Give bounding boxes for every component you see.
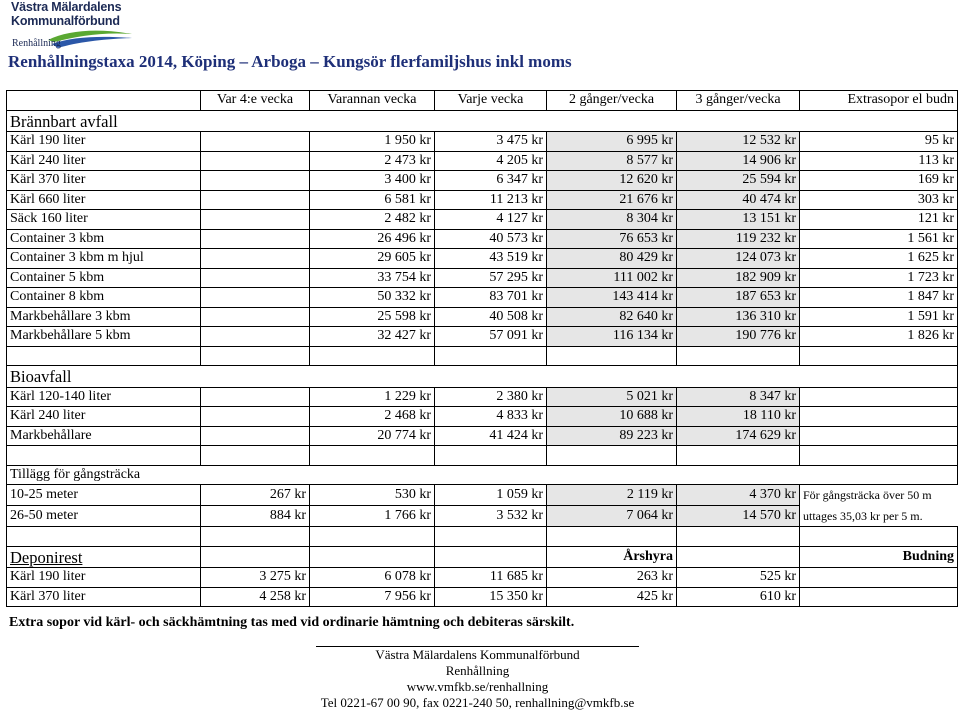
column-header: 3 gånger/vecka [677, 91, 800, 111]
price-cell: 884 kr [201, 506, 310, 527]
empty-cell [800, 426, 958, 446]
price-cell: 1 059 kr [435, 485, 547, 506]
section-heading-row [7, 366, 958, 388]
price-cell: 1 847 kr [800, 288, 958, 308]
price-cell: 40 474 kr [677, 190, 800, 210]
table-row [7, 387, 958, 407]
empty-cell [310, 446, 435, 466]
row-label: 10-25 meter [7, 485, 201, 506]
price-cell: 1 561 kr [800, 229, 958, 249]
table-row [7, 132, 958, 152]
empty-cell [201, 210, 310, 230]
logo-line-1: Västra Mälardalens [11, 0, 122, 14]
table-row [7, 151, 958, 171]
price-cell: 2 473 kr [310, 151, 435, 171]
section-heading-bioavfall: Bioavfall [7, 366, 958, 388]
section-heading-row [7, 110, 958, 132]
table-row [7, 288, 958, 308]
price-cell: 1 826 kr [800, 327, 958, 347]
empty-cell [310, 346, 435, 366]
empty-cell [201, 527, 310, 547]
empty-cell [310, 527, 435, 547]
empty-cell [547, 527, 677, 547]
table-row [7, 587, 958, 607]
table-row [7, 268, 958, 288]
footer-org: Västra Mälardalens Kommunalförbund [375, 647, 580, 662]
price-cell: 113 kr [800, 151, 958, 171]
price-cell: 530 kr [310, 485, 435, 506]
empty-cell [201, 346, 310, 366]
empty-cell [201, 268, 310, 288]
empty-cell [435, 446, 547, 466]
empty-cell [435, 346, 547, 366]
empty-cell [677, 546, 800, 568]
row-label: Container 5 kbm [7, 268, 201, 288]
price-cell: 15 350 kr [435, 587, 547, 607]
price-cell: 187 653 kr [677, 288, 800, 308]
empty-cell [435, 527, 547, 547]
row-label: Kärl 190 liter [7, 568, 201, 588]
table-row [7, 426, 958, 446]
empty-cell [201, 229, 310, 249]
empty-cell [201, 446, 310, 466]
price-cell: 80 429 kr [547, 249, 677, 269]
logo-line-3: Renhållning [12, 38, 61, 49]
walking-distance-note: För gångsträcka över 50 m [803, 488, 932, 503]
empty-cell [677, 446, 800, 466]
empty-cell [201, 546, 310, 568]
price-cell: 143 414 kr [547, 288, 677, 308]
price-cell: 1 766 kr [310, 506, 435, 527]
row-label: 26-50 meter [7, 506, 201, 527]
organization-logo [8, 0, 136, 50]
table-row [7, 249, 958, 269]
footer-contact: Tel 0221-67 00 90, fax 0221-240 50, renhallning@vmkfb.se [320, 695, 635, 710]
price-cell: 4 205 kr [435, 151, 547, 171]
price-cell: 50 332 kr [310, 288, 435, 308]
spacer-row [7, 446, 958, 466]
price-cell: 29 605 kr [310, 249, 435, 269]
empty-cell [435, 546, 547, 568]
price-cell: 5 021 kr [547, 387, 677, 407]
price-cell: 8 577 kr [547, 151, 677, 171]
section-heading-deponirest: Deponirest [7, 546, 201, 568]
table-row [7, 229, 958, 249]
empty-cell [201, 327, 310, 347]
table-row [7, 190, 958, 210]
table-row [7, 327, 958, 347]
table-row [7, 407, 958, 427]
column-header-budning: Budning [800, 546, 958, 568]
price-cell: 4 127 kr [435, 210, 547, 230]
price-cell: 119 232 kr [677, 229, 800, 249]
price-cell: 25 598 kr [310, 307, 435, 327]
header-corner-cell [7, 91, 201, 111]
price-cell: 18 110 kr [677, 407, 800, 427]
empty-cell [800, 446, 958, 466]
column-header-arshyra: Årshyra [547, 546, 677, 568]
price-cell: 2 468 kr [310, 407, 435, 427]
table-row [7, 568, 958, 588]
empty-cell [800, 568, 958, 588]
price-cell: 8 304 kr [547, 210, 677, 230]
table-row [7, 210, 958, 230]
price-cell: 3 275 kr [201, 568, 310, 588]
empty-cell [547, 346, 677, 366]
price-cell: 7 956 kr [310, 587, 435, 607]
price-cell: 267 kr [201, 485, 310, 506]
column-header: Var 4:e vecka [201, 91, 310, 111]
price-cell: 4 370 kr [677, 485, 800, 506]
price-cell: 1 591 kr [800, 307, 958, 327]
row-label: Kärl 120-140 liter [7, 387, 201, 407]
price-cell: 169 kr [800, 171, 958, 191]
price-cell: 6 995 kr [547, 132, 677, 152]
empty-cell [800, 587, 958, 607]
empty-cell [201, 407, 310, 427]
price-cell: 14 906 kr [677, 151, 800, 171]
price-cell: 1 950 kr [310, 132, 435, 152]
spacer-row [7, 346, 958, 366]
row-label: Kärl 370 liter [7, 171, 201, 191]
empty-cell [800, 527, 958, 547]
price-cell: 6 078 kr [310, 568, 435, 588]
empty-cell [800, 346, 958, 366]
price-cell: 14 570 kr [677, 506, 800, 527]
row-label: Markbehållare 3 kbm [7, 307, 201, 327]
price-cell: 95 kr [800, 132, 958, 152]
row-label: Container 8 kbm [7, 288, 201, 308]
extra-waste-footnote: Extra sopor vid kärl- och säckhämtning tas med vid ordinarie hämtning och debiteras särskilt. [9, 615, 575, 630]
empty-cell [800, 407, 958, 427]
price-cell: 89 223 kr [547, 426, 677, 446]
price-cell: 8 347 kr [677, 387, 800, 407]
empty-cell [677, 527, 800, 547]
logo-line-2: Kommunalförbund [11, 14, 120, 28]
price-cell: 136 310 kr [677, 307, 800, 327]
empty-cell [677, 346, 800, 366]
price-cell: 121 kr [800, 210, 958, 230]
empty-cell [547, 446, 677, 466]
table-row [7, 485, 958, 506]
price-cell: 425 kr [547, 587, 677, 607]
price-cell: 2 482 kr [310, 210, 435, 230]
price-cell: 303 kr [800, 190, 958, 210]
row-label: Kärl 660 liter [7, 190, 201, 210]
empty-cell [201, 426, 310, 446]
price-cell: 12 532 kr [677, 132, 800, 152]
price-cell: 6 581 kr [310, 190, 435, 210]
price-cell: 11 213 kr [435, 190, 547, 210]
empty-cell [201, 387, 310, 407]
price-cell: 2 380 kr [435, 387, 547, 407]
price-cell: 83 701 kr [435, 288, 547, 308]
empty-cell [800, 387, 958, 407]
empty-cell [201, 307, 310, 327]
price-cell: 3 532 kr [435, 506, 547, 527]
price-cell: 57 091 kr [435, 327, 547, 347]
page-title: Renhållningstaxa 2014, Köping – Arboga – Kungsör flerfamiljshus inkl moms [8, 52, 572, 71]
price-cell: 3 475 kr [435, 132, 547, 152]
price-cell: 7 064 kr [547, 506, 677, 527]
table-row [7, 307, 958, 327]
price-cell: 57 295 kr [435, 268, 547, 288]
price-cell: 3 400 kr [310, 171, 435, 191]
column-header: Extrasopor el budn [800, 91, 958, 111]
price-cell: 111 002 kr [547, 268, 677, 288]
price-cell: 1 229 kr [310, 387, 435, 407]
price-cell: 41 424 kr [435, 426, 547, 446]
section-heading-row [7, 465, 958, 485]
price-cell: 20 774 kr [310, 426, 435, 446]
empty-cell [7, 346, 201, 366]
price-cell: 26 496 kr [310, 229, 435, 249]
row-label: Markbehållare 5 kbm [7, 327, 201, 347]
empty-cell [310, 546, 435, 568]
price-cell: 76 653 kr [547, 229, 677, 249]
empty-cell [7, 446, 201, 466]
column-header-row [7, 91, 958, 111]
price-cell: 43 519 kr [435, 249, 547, 269]
section-heading-brannbart: Brännbart avfall [7, 110, 958, 132]
price-cell: 13 151 kr [677, 210, 800, 230]
price-cell: 82 640 kr [547, 307, 677, 327]
row-label: Kärl 240 liter [7, 407, 201, 427]
row-label: Container 3 kbm [7, 229, 201, 249]
row-label: Markbehållare [7, 426, 201, 446]
section-heading-gangstracka: Tillägg för gångsträcka [7, 465, 958, 485]
column-header: 2 gånger/vecka [547, 91, 677, 111]
price-cell: 263 kr [547, 568, 677, 588]
price-cell: 10 688 kr [547, 407, 677, 427]
empty-cell [201, 151, 310, 171]
price-cell: 12 620 kr [547, 171, 677, 191]
price-cell: 116 134 kr [547, 327, 677, 347]
section-heading-row [7, 546, 958, 568]
price-cell: 190 776 kr [677, 327, 800, 347]
empty-cell [7, 527, 201, 547]
column-header: Varannan vecka [310, 91, 435, 111]
price-cell: 32 427 kr [310, 327, 435, 347]
price-cell: 11 685 kr [435, 568, 547, 588]
price-cell: 124 073 kr [677, 249, 800, 269]
table-row [7, 171, 958, 191]
empty-cell [201, 249, 310, 269]
table-row [7, 506, 958, 527]
price-cell: 33 754 kr [310, 268, 435, 288]
price-cell: 174 629 kr [677, 426, 800, 446]
empty-cell [201, 171, 310, 191]
price-cell: 25 594 kr [677, 171, 800, 191]
price-cell: 4 833 kr [435, 407, 547, 427]
tariff-table [6, 90, 958, 607]
price-cell: 6 347 kr [435, 171, 547, 191]
column-header: Varje vecka [435, 91, 547, 111]
price-cell: 182 909 kr [677, 268, 800, 288]
walking-distance-note: uttages 35,03 kr per 5 m. [803, 508, 923, 523]
price-cell: 610 kr [677, 587, 800, 607]
price-cell: 4 258 kr [201, 587, 310, 607]
price-cell: 40 573 kr [435, 229, 547, 249]
price-cell: 525 kr [677, 568, 800, 588]
empty-cell [201, 288, 310, 308]
price-cell: 21 676 kr [547, 190, 677, 210]
spacer-row [7, 527, 958, 547]
row-label: Kärl 370 liter [7, 587, 201, 607]
row-label: Container 3 kbm m hjul [7, 249, 201, 269]
empty-cell [201, 190, 310, 210]
price-cell: 1 723 kr [800, 268, 958, 288]
footer [290, 647, 665, 711]
price-cell: 40 508 kr [435, 307, 547, 327]
empty-cell [201, 132, 310, 152]
footer-web[interactable]: www.vmfkb.se/renhallning [406, 679, 549, 694]
row-label: Säck 160 liter [7, 210, 201, 230]
price-cell: 1 625 kr [800, 249, 958, 269]
row-label: Kärl 240 liter [7, 151, 201, 171]
footer-dept: Renhållning [445, 663, 510, 678]
row-label: Kärl 190 liter [7, 132, 201, 152]
price-cell: 2 119 kr [547, 485, 677, 506]
